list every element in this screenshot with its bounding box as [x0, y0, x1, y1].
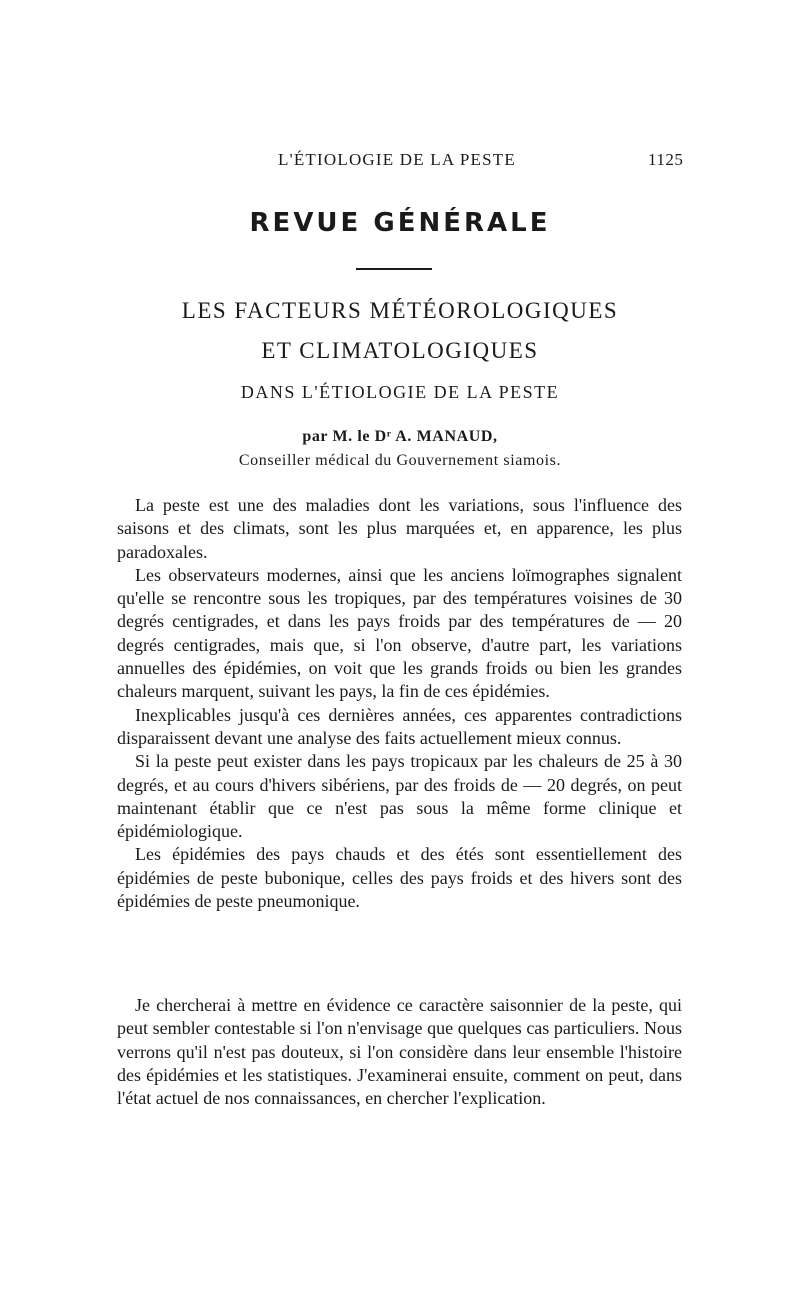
page-number: 1125	[648, 150, 684, 169]
paragraph: Je chercherai à mettre en évidence ce caractère saisonnier de la peste, qui peut sembler contestable si l'on n'envisage que quelques cas particuliers. Nous verrons qu'il n'est pas douteux, si l'on considère dans leur ensemble l'histoire des épidémies et les statistiques. J'examinerai ensuite, comment on peut, dans l'état actuel de nos connaissances, en chercher l'explication.	[117, 995, 682, 1109]
article-title-line-1: LES FACTEURS MÉTÉOROLOGIQUES	[181, 298, 619, 323]
paragraph: Inexplicables jusqu'à ces dernières années, ces apparentes contradictions disparaissent devant une analyse des faits actuellement mieux connus.	[117, 704, 682, 748]
author-byline: par M. le Dʳ A. MANAUD,	[302, 428, 498, 445]
paragraph: Les épidémies des pays chauds et des étés sont essentiellement des épidémies de peste bubonique, celles des pays froids et des hivers sont des épidémies de peste pneumonique.	[117, 844, 682, 912]
article-title-line-3: DANS L'ÉTIOLOGIE DE LA PESTE	[240, 382, 560, 402]
body-text-block-2	[117, 994, 682, 1110]
paragraph: La peste est une des maladies dont les variations, sous l'influence des saisons et des climats, sont les plus marquées et, en apparence, les plus paradoxales.	[117, 495, 682, 562]
section-heading: REVUE GÉNÉRALE	[249, 208, 551, 238]
author-affiliation: Conseiller médical du Gouvernement siamois.	[238, 452, 562, 469]
paragraph: Les observateurs modernes, ainsi que les anciens loïmographes signalent qu'elle se rencontre sous les tropiques, par des températures voisines de 30 degrés centigrades, et dans les pays froids par des températures de — 20 degrés centigrades, mais que, si l'on observe, d'autre part, les variations annuelles des épidémies, on voit que les grands froids ou bien les grandes chaleurs marquent, suivant les pays, la fin de ces épidémies.	[117, 564, 682, 702]
article-title-line-2: ET CLIMATOLOGIQUES	[261, 338, 539, 363]
body-text-block-1	[117, 494, 682, 913]
running-head	[0, 150, 800, 174]
paragraph: Si la peste peut exister dans les pays tropicaux par les chaleurs de 25 à 30 degrés, et au cours d'hivers sibériens, par des froids de — 20 degrés, on peut maintenant établir que ce n'est pas sous la même forme clinique et épidémiologique.	[117, 751, 682, 842]
title-divider	[356, 268, 432, 270]
running-title: L'ÉTIOLOGIE DE LA PESTE	[278, 150, 516, 169]
